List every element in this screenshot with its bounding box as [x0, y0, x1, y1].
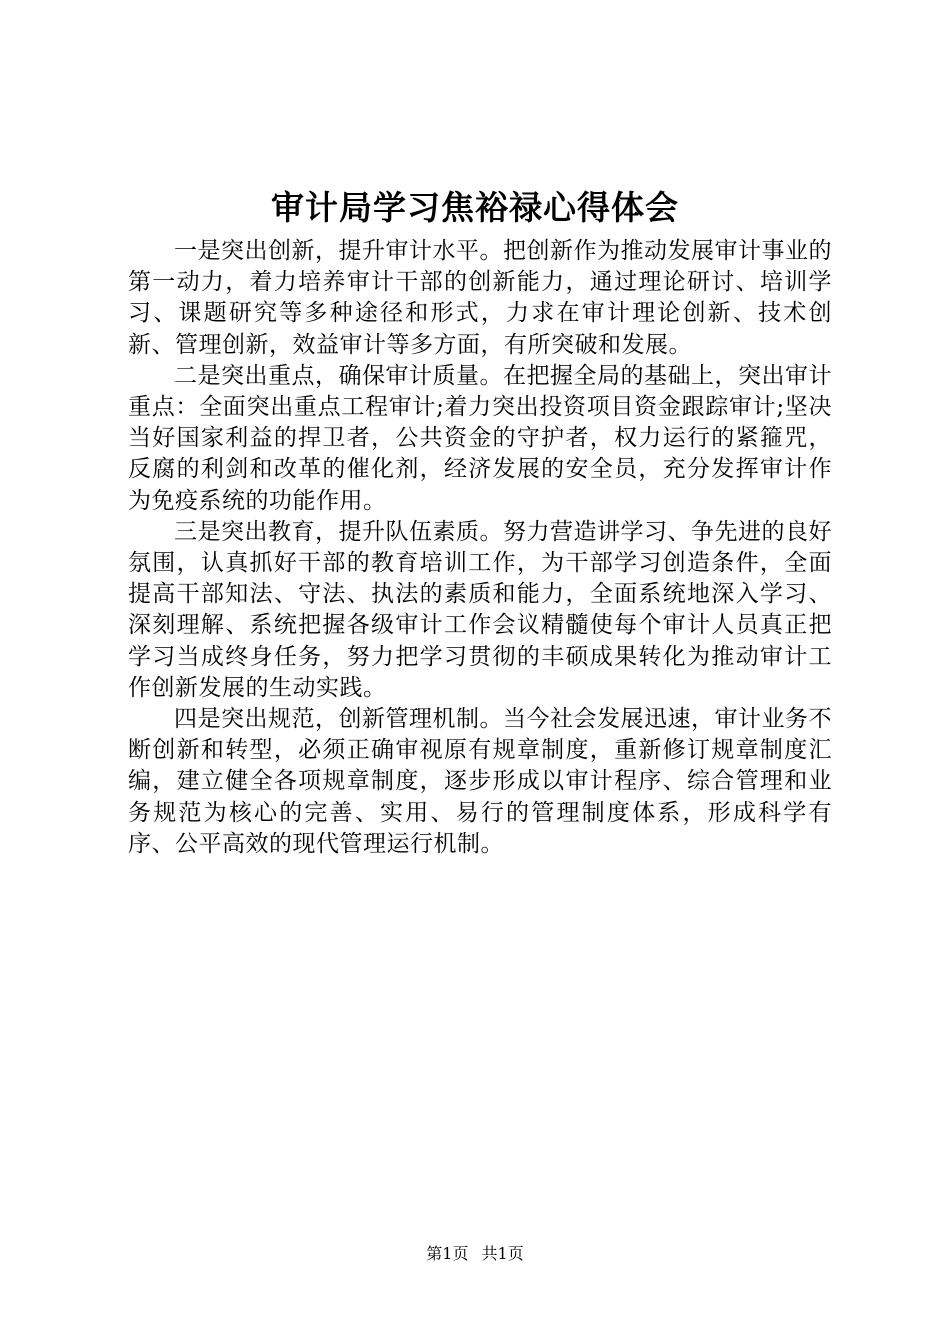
page-number: 第1页	[426, 1244, 469, 1263]
paragraph-1: 一是突出创新，提升审计水平。把创新作为推动发展审计事业的第一动力，着力培养审计干部的创新能力，通过理论研讨、培训学习、课题研究等多种途径和形式，力求在审计理论创新、技术创新、管理创新，效益审计等多方面，有所突破和发展。	[128, 238, 832, 358]
page-footer	[0, 1244, 950, 1264]
paragraph-3: 三是突出教育，提升队伍素质。努力营造讲学习、争先进的良好氛围，认真抓好干部的教育培训工作，为干部学习创造条件，全面提高干部知法、守法、执法的素质和能力，全面系统地深入学习、深刻理解、系统把握各级审计工作会议精髓使每个审计人员真正把学习当成终身任务，努力把学习贯彻的丰硕成果转化为推动审计工作创新发展的生动实践。	[128, 518, 832, 701]
paragraph-4: 四是突出规范，创新管理机制。当今社会发展迅速，审计业务不断创新和转型，必须正确审视原有规章制度，重新修订规章制度汇编，建立健全各项规章制度，逐步形成以审计程序、综合管理和业务规范为核心的完善、实用、易行的管理制度体系，形成科学有序、公平高效的现代管理运行机制。	[128, 706, 832, 857]
document-title: 审计局学习焦裕禄心得体会	[271, 188, 679, 227]
paragraph-2: 二是突出重点，确保审计质量。在把握全局的基础上，突出审计重点：全面突出重点工程审计;着力突出投资项目资金跟踪审计;坚决当好国家利益的捍卫者，公共资金的守护者，权力运行的紧箍咒，反腐的利剑和改革的催化剂，经济发展的安全员，充分发挥审计作为免疫系统的功能作用。	[128, 362, 832, 514]
document-body	[128, 236, 832, 860]
page-total: 共1页	[481, 1244, 524, 1263]
